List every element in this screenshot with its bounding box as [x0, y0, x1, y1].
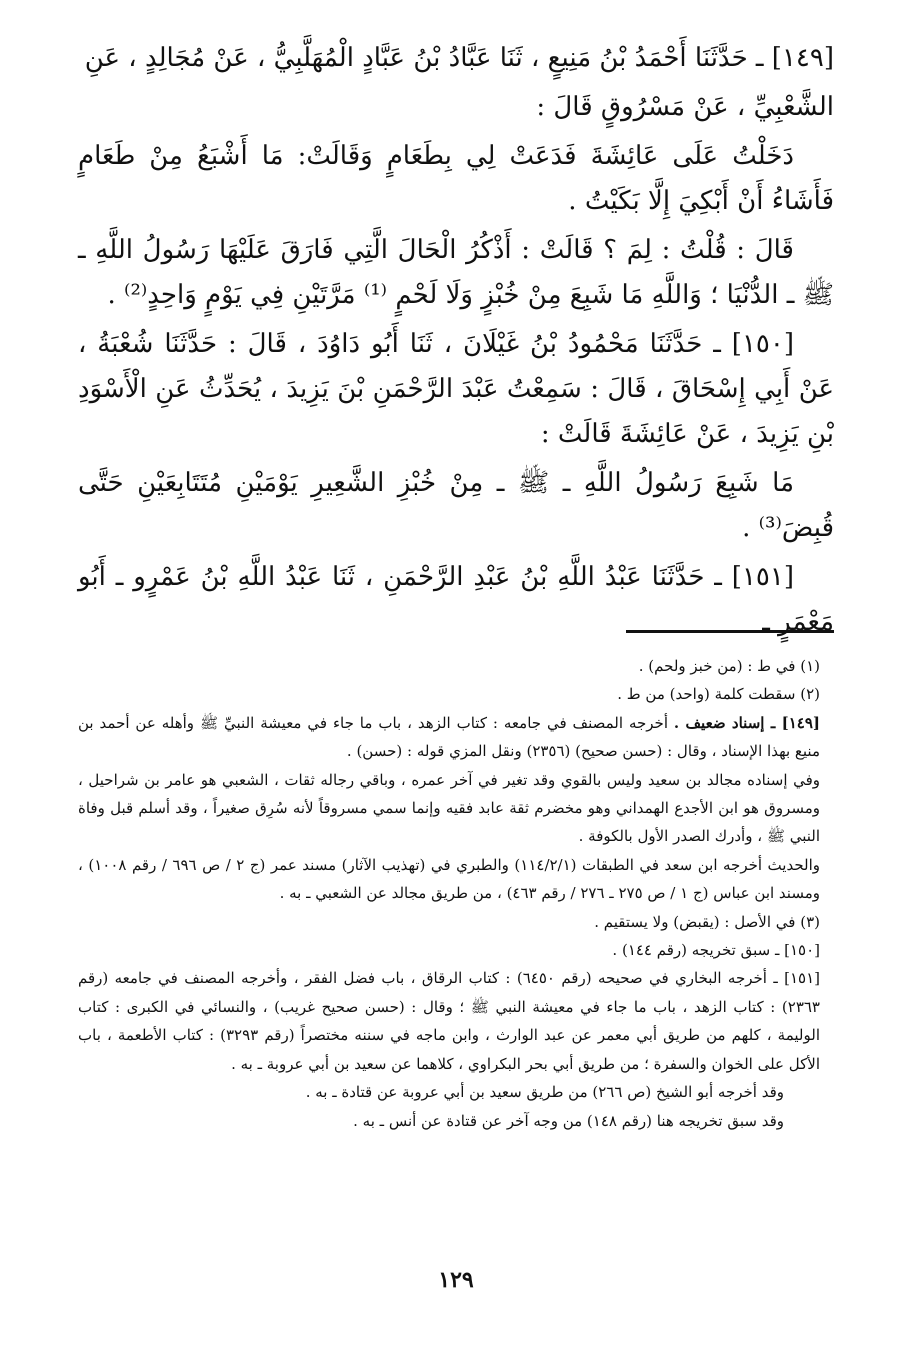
- footnotes: [78, 652, 834, 1135]
- takhrij-149-heading: [١٤٩] ـ إسناد ضعيف .: [673, 713, 820, 732]
- hadith-149-isnad-line-2: الشَّعْبِيِّ ، عَنْ مَسْرُوقٍ قَالَ :: [536, 92, 834, 122]
- book-page: [78, 36, 834, 1336]
- hadith-149-matn-1: دَخَلْتُ عَلَى عَائِشَةَ فَدَعَتْ لِي بِطَعَامٍ وَقَالَتْ: مَا أَشْبَعُ مِنْ طَعَامٍ فَأَشَاءُ أَنْ أَبْكِيَ إِلَّا بَكَيْتُ .: [78, 141, 834, 216]
- hadith-150-isnad: [١٥٠] ـ حَدَّثَنَا مَحْمُودُ بْنُ غَيْلَانَ ، ثَنَا أَبُو دَاوُدَ ، قَالَ : حَدَّثَنَا شُعْبَةُ ، عَنْ أَبِي إِسْحَاقَ ، قَالَ : سَمِعْتُ عَبْدَ الرَّحْمَنِ بْنَ يَزِيدَ ، يُحَدِّثُ عَنِ الْأَسْوَدِ بْنِ يَزِيدَ ، عَنْ عَائِشَةَ قَالَتْ :: [78, 329, 834, 449]
- hadith-149-isnad-line-1: [١٤٩] ـ حَدَّثَنَا أَحْمَدُ بْنُ مَنِيعٍ ، ثَنَا عَبَّادُ بْنُ عَبَّادٍ الْمُهَلَّبِيُّ ، عَنْ مُجَالِدٍ ، عَنِ: [84, 43, 834, 73]
- footnote-separator: [626, 630, 834, 633]
- footnote-3: (٣) في الأصل : (يقبض) ولا يستقيم .: [594, 912, 820, 931]
- takhrij-151-cross-ref: وقد سبق تخريجه هنا (رقم ١٤٨) من وجه آخر عن قتادة عن أنس ـ به .: [353, 1111, 784, 1130]
- takhrij-151-abu-shaykh: وقد أخرجه أبو الشيخ (ص ٢٦٦) من طريق سعيد بن أبي عروبة عن قتادة ـ به .: [305, 1083, 784, 1102]
- takhrij-149-sources: والحديث أخرجه ابن سعد في الطبقات (١١٤/٢/١) والطبري في (تهذيب الآثار) مسند عمر (ج ٢ / ص ٦٩٦ / رقم ١٠٠٨) ، ومسند ابن عباس (ج ١ / ص ٢٧٥ ـ ٢٧٦ / رقم ٤٦٣) ، من طريق مجالد عن الشعبي ـ به .: [78, 855, 820, 903]
- hadith-150-matn: مَا شَبِعَ رَسُولُ اللَّهِ ـ ﷺ ـ مِنْ خُبْزِ الشَّعِيرِ يَوْمَيْنِ مُتَتَابِعَيْنِ حَتَّى قُبِضَ⁽³⁾ .: [78, 468, 834, 543]
- takhrij-149-body: أخرجه المصنف في جامعه : كتاب الزهد ، باب ما جاء في معيشة النبيِّ ﷺ وأهله عن أحمد بن منيع بهذا الإسناد ، وقال : (حسن صحيح) (٢٣٥٦) ونقل المزي قوله : (حسن) .: [78, 713, 820, 761]
- hadith-text: [78, 36, 834, 645]
- takhrij-149: [78, 709, 834, 766]
- hadith-149-matn-2: قَالَ : قُلْتُ : لِمَ ؟ قَالَتْ : أَذْكُرُ الْحَالَ الَّتِي فَارَقَ عَلَيْهَا رَسُولُ اللَّهِ ـ ﷺ ـ الدُّنْيَا ؛ وَاللَّهِ مَا شَبِعَ مِنْ خُبْزٍ وَلَا لَحْمٍ ⁽¹⁾ مَرَّتَيْنِ فِي يَوْمٍ وَاحِدٍ⁽²⁾ .: [78, 235, 834, 310]
- hadith-151-isnad: [١٥١] ـ حَدَّثَنَا عَبْدُ اللَّهِ بْنُ عَبْدِ الرَّحْمَنِ ، ثَنَا عَبْدُ اللَّهِ بْنُ عَمْرٍو ـ أَبُو مَعْمَرٍ ـ: [78, 562, 834, 637]
- takhrij-149-isnad-notes: وفي إسناده مجالد بن سعيد وليس بالقوي وقد تغير في آخر عمره ، وباقي رجاله ثقات ، الشعبي هو عامر بن شراحيل ، ومسروق هو ابن الأجدع الهمداني وهو مخضرم ثقة عابد فقيه وإنما سمي مسروقاً لأنه سُرِق صغيراً ، وقد أسلم قبل وفاة النبي ﷺ ، وأدرك الصدر الأول بالكوفة .: [78, 770, 820, 846]
- footnote-1: (١) في ط : (من خبز ولحم) .: [638, 657, 820, 675]
- page-number: ١٢٩: [438, 1267, 474, 1293]
- takhrij-150: [١٥٠] ـ سبق تخريجه (رقم ١٤٤) .: [612, 941, 820, 960]
- takhrij-151: [١٥١] ـ أخرجه البخاري في صحيحه (رقم ٦٤٥٠) : كتاب الرقاق ، باب فضل الفقر ، وأخرجه المصنف في جامعه (رقم ٢٣٦٣) : كتاب الزهد ، باب ما جاء في معيشة النبي ﷺ ؛ وقال : (حسن صحيح غريب) ، والنسائي في الكبرى : كتاب الوليمة ، كلهم من طريق أبي معمر عن عبد الوارث ، وابن ماجه في سننه مختصراً (رقم ٣٢٩٣) : كتاب الأطعمة ، باب الأكل على الخوان والسفرة ؛ من طريق أبي بحر البكراوي ، كلاهما عن سعيد بن أبي عروبة ـ به .: [78, 969, 820, 1073]
- footnote-2: (٢) سقطت كلمة (واحد) من ط .: [617, 685, 820, 704]
